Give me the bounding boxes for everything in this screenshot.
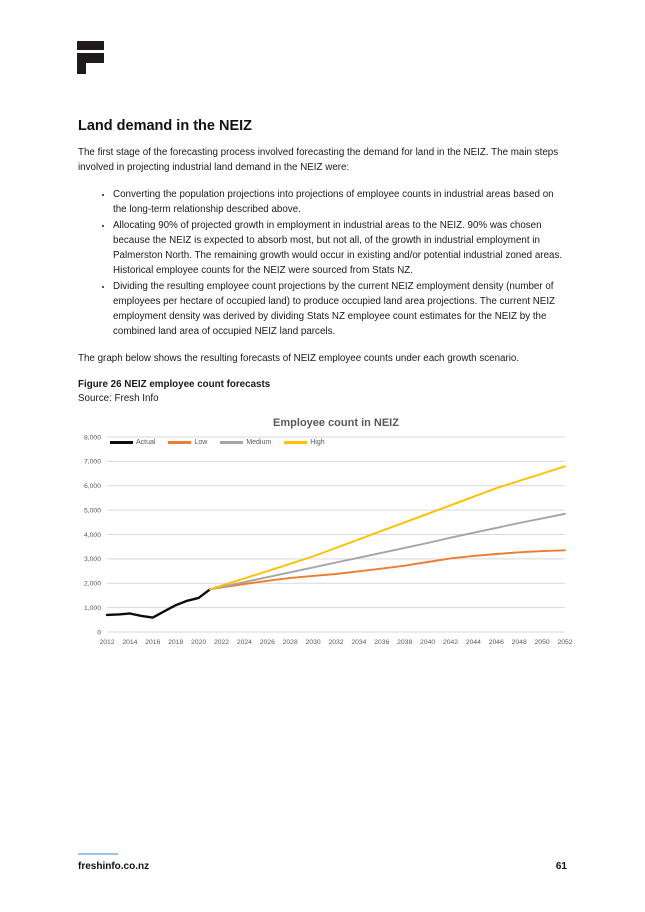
x-tick-label: 2018 [168,639,184,646]
y-tick-label: 2,000 [83,580,101,588]
y-tick-label: 5,000 [83,507,101,515]
x-tick-label: 2020 [191,639,207,646]
x-tick-label: 2024 [236,639,252,646]
legend-label: Actual [136,439,156,446]
chart-plot [84,434,573,646]
x-tick-label: 2034 [351,639,367,646]
x-tick-label: 2028 [282,639,298,646]
x-tick-label: 2052 [557,639,573,646]
x-tick-label: 2014 [122,639,138,646]
chart-title: Employee count in NEIZ [273,417,399,429]
logo-bar-icon [77,41,104,50]
chart-svg [78,412,580,652]
legend-item-medium [220,439,271,446]
y-tick-label: 7,000 [83,458,101,466]
footer-rule [78,853,118,855]
bullet-item: • Allocating 90% of projected growth in employment in industrial areas to the NEIZ. 90% was chosen because the NEIZ is expected to absorb most, but not all, of the growth in industrial employment in Palmerston North. The remaining growth would occur in existing and/or potential industrial zoned areas. Historical employee counts for the NEIZ were sourced from Stats NZ. [113,218,568,278]
x-tick-label: 2012 [99,639,115,646]
legend-label: Medium [246,439,272,446]
legend-label: High [310,439,325,446]
x-tick-label: 2040 [420,639,436,646]
bullet-item: • Converting the population projections into projections of employee counts in industrial areas based on the long-term relationship described above. [113,187,568,217]
footer-site-url: freshinfo.co.nz [78,861,150,872]
x-tick-label: 2050 [534,639,550,646]
x-tick-label: 2044 [465,639,481,646]
x-tick-label: 2042 [442,639,459,646]
legend-swatch-icon [168,441,191,444]
intro-paragraph: The first stage of the forecasting process involved forecasting the demand for land in the NEIZ. The main steps involved in projecting industrial land demand in the NEIZ were: [78,147,559,173]
legend-swatch-icon [284,441,307,444]
x-tick-label: 2022 [213,639,230,646]
x-tick-label: 2046 [488,639,504,646]
legend-label: Low [194,439,208,446]
legend-item-low [168,439,207,446]
bullet-item: • Dividing the resulting employee count projections by the current NEIZ employment density (number of employees per hectare of occupied land) to produce occupied land area projections. The current NEIZ employment density was derived by dividing Stats NZ employee count estimates for the NEIZ by the combined land area of occupied NEIZ land parcels. [113,279,568,339]
bullet-list [78,187,568,339]
x-tick-label: 2036 [374,639,390,646]
footer-page-number: 61 [555,861,567,872]
figure-caption: Figure 26 NEIZ employee count forecasts [78,379,271,390]
series-line-actual [107,589,210,617]
page-content [78,118,573,652]
logo-bar-icon [77,63,86,74]
legend-item-high [284,439,324,446]
y-tick-label: 8,000 [83,434,101,442]
chart-legend [110,439,338,446]
graph-note-paragraph: The graph below shows the resulting forecasts of NEIZ employee counts under each growth scenario. [78,353,520,364]
x-tick-label: 2016 [145,639,161,646]
page-title: Land demand in the NEIZ [78,118,253,134]
y-tick-label: 3,000 [83,556,101,564]
x-tick-label: 2048 [511,639,527,646]
series-line-medium [210,514,565,590]
y-tick-label: 1,000 [83,604,101,612]
freshinfo-f-logo [77,41,105,75]
legend-swatch-icon [110,441,133,444]
legend-swatch-icon [220,441,243,444]
series-line-high [210,466,565,589]
x-tick-label: 2030 [305,639,321,646]
y-tick-label: 6,000 [83,483,101,491]
y-tick-label: 4,000 [83,531,101,539]
figure-source: Source: Fresh Info [78,393,159,404]
legend-item-actual [110,439,155,446]
x-tick-label: 2038 [397,639,413,646]
y-tick-label: 0 [97,629,101,637]
x-tick-label: 2032 [328,639,344,646]
x-tick-label: 2026 [259,639,275,646]
employee-count-chart [78,412,580,652]
logo-bar-icon [77,53,104,63]
